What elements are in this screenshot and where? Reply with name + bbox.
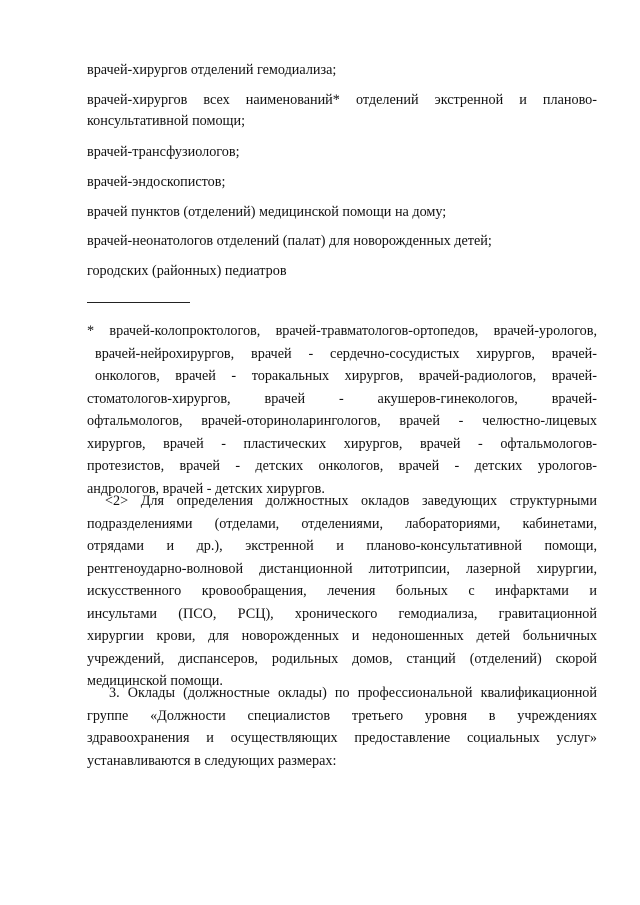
footnote-line: искусственного кровообращения, лечения больных с инфарктами и (87, 583, 597, 599)
paragraph-line: 3. Оклады (должностные оклады) по профессиональной квалификационной (109, 685, 597, 701)
footnote-line: хирургии крови, для новорожденных и недоношенных детей больничных (87, 628, 597, 644)
footnote-line: <2> Для определения должностных окладов заведующих структурными (105, 493, 597, 509)
list-item-line: врачей-хирургов всех наименований* отделений экстренной и планово- (87, 92, 597, 108)
footnote-line: офтальмологов, врачей-оториноларингологов, врачей - челюстно-лицевых (87, 413, 597, 429)
footnote-star (87, 320, 597, 500)
footnote-line: инсультами (ПСО, РСЦ), хронического гемодиализа, гравитационной (87, 605, 597, 622)
footnote-line: стоматологов-хирургов, врачей - акушеров-гинекологов, врачей- (87, 390, 597, 407)
list-item: врачей-эндоскопистов; (87, 174, 226, 190)
footnote-line: протезистов, врачей - детских онкологов, врачей - детских урологов- (87, 458, 597, 474)
footnote-line: врачей-нейрохирургов, врачей - сердечно-сосудистых хирургов, врачей- (95, 345, 597, 362)
footnote-line: учреждений, диспансеров, родильных домов, станций (отделений) скорой (87, 650, 597, 667)
paragraph-line: здравоохранения и осуществляющих предоставление социальных услуг» (87, 730, 597, 746)
list-item-continuation: консультативной помощи; (87, 113, 246, 129)
list-item: городских (районных) педиатров (87, 263, 287, 279)
paragraph-line: устанавливаются в следующих размерах: (87, 752, 337, 769)
list-item-multiline (87, 89, 597, 112)
footnote-line: подразделениями (отделами, отделениями, лабораториями, кабинетами, (87, 515, 597, 532)
footnote-line: медицинской помощи. (87, 673, 223, 689)
footnote-line: * врачей-колопроктологов, врачей-травматологов-ортопедов, врачей-урологов, (87, 323, 597, 339)
footnote-line: хирургов, врачей - пластических хирургов, врачей - офтальмологов- (87, 435, 597, 452)
list-item: врачей-трансфузиологов; (87, 144, 240, 160)
paragraph-line: группе «Должности специалистов третьего уровня в учреждениях (87, 707, 597, 724)
list-item: врачей пунктов (отделений) медицинской помощи на дому; (87, 204, 447, 220)
footnote-2 (87, 490, 597, 693)
footnote-line: рентгеноударно-волновой дистанционной литотрипсии, лазерной хирургии, (87, 560, 597, 577)
list-item: врачей-неонатологов отделений (палат) для новорожденных детей; (87, 233, 492, 249)
footnote-line: отрядами и др.), экстренной и планово-консультативной помощи, (87, 538, 597, 554)
footnote-line: онкологов, врачей - торакальных хирургов, врачей-радиологов, врачей- (95, 368, 597, 384)
section-3-paragraph (87, 682, 597, 772)
footnote-separator (87, 302, 190, 303)
footnote-line: андрологов, врачей - детских хирургов. (87, 480, 325, 497)
list-item: врачей-хирургов отделений гемодиализа; (87, 62, 337, 78)
